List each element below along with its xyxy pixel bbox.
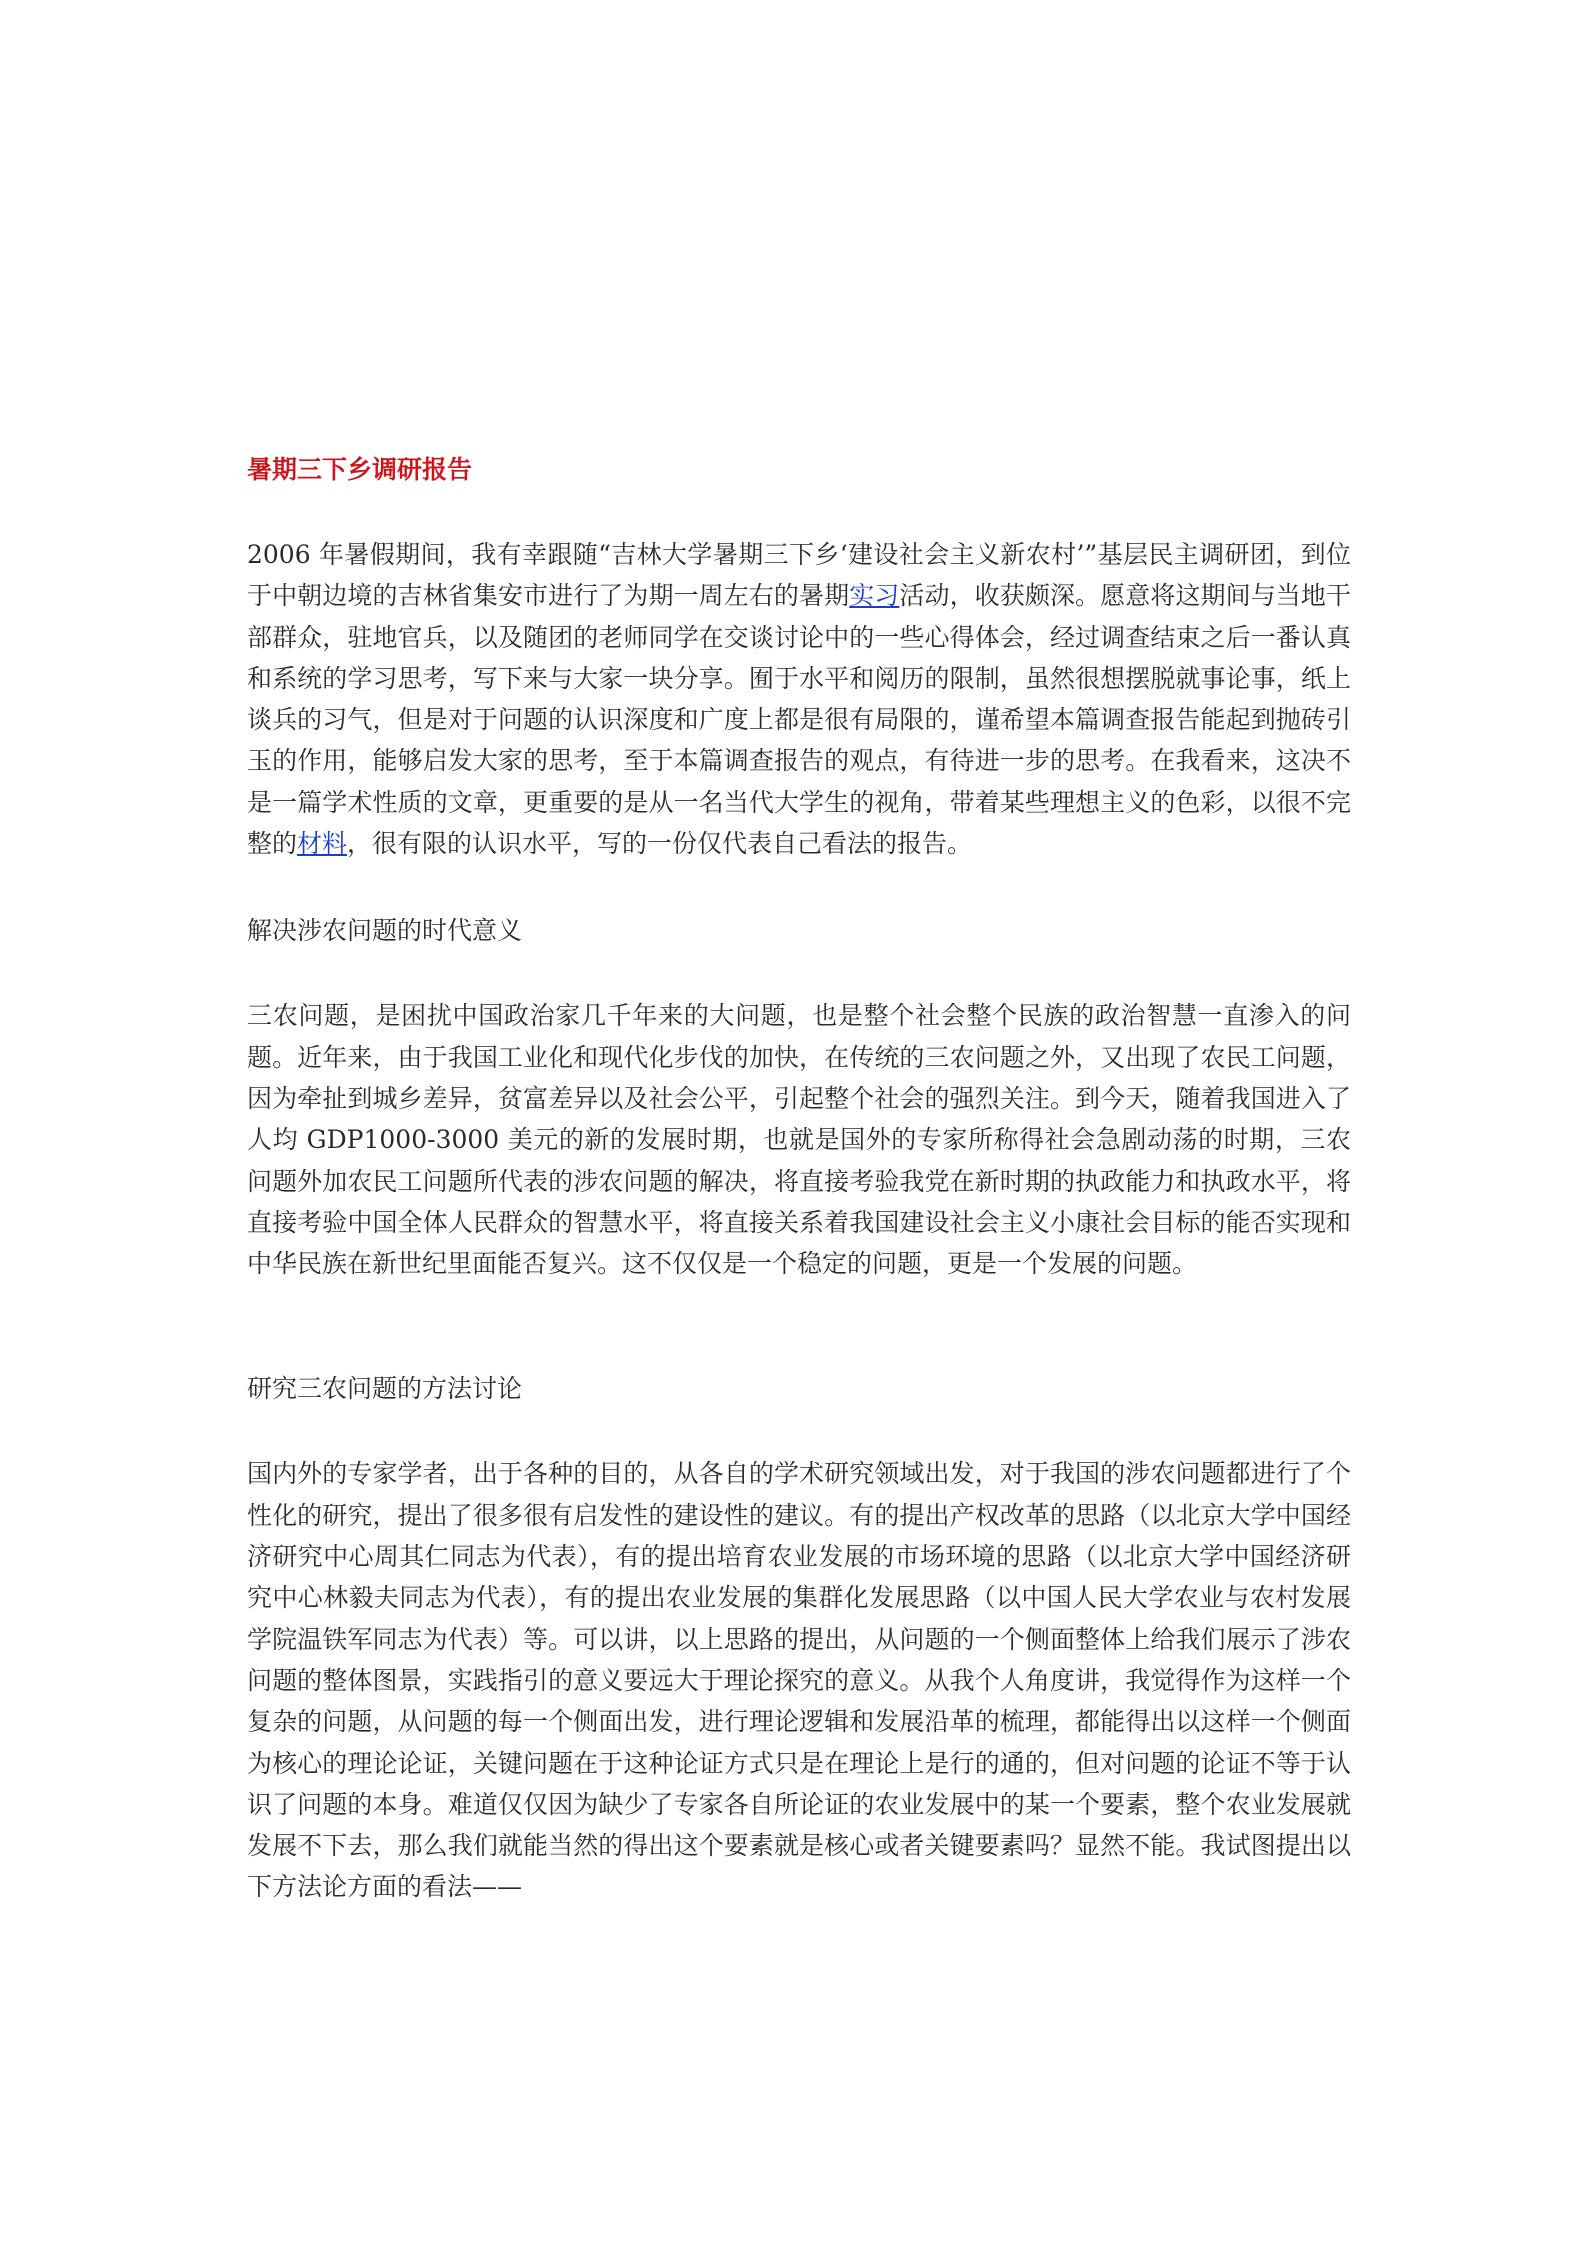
- section-paragraph-methodology: 国内外的专家学者，出于各种的目的，从各自的学术研究领域出发，对于我国的涉农问题都进行了个性化的研究，提出了很多很有启发性的建设性的建议。有的提出产权改革的思路（以北京大学中国经济研究中心周其仁同志为代表），有的提出培育农业发展的市场环境的思路（以北京大学中国经济研究中心林毅夫同志为代表），有的提出农业发展的集群化发展思路（以中国人民大学农业与农村发展学院温铁军同志为代表）等。可以讲，以上思路的提出，从问题的一个侧面整体上给我们展示了涉农问题的整体图景，实践指引的意义要远大于理论探究的意义。从我个人角度讲，我觉得作为这样一个复杂的问题，从问题的每一个侧面出发，进行理论逻辑和发展沿革的梳理，都能得出以这样一个侧面为核心的理论论证，关键问题在于这种论证方式只是在理论上是行的通的，但对问题的论证不等于认识了问题的本身。难道仅仅因为缺少了专家各自所论证的农业发展中的某一个要素，整个农业发展就发展不下去，那么我们就能当然的得出这个要素就是核心或者关键要素吗？显然不能。我试图提出以下方法论方面的看法——: [247, 1459, 1351, 1902]
- intro-text-part1: 2006 年暑假期间，我有幸跟随“吉林大学暑期三下乡‘建设社会主义新农村’”基层民主调研团，到位于中朝边境的吉林省集安市进行了为期一周左右的暑期: [247, 540, 1351, 611]
- section-paragraph-significance: 三农问题，是困扰中国政治家几千年来的大问题，也是整个社会整个民族的政治智慧一直渗入的问题。近年来，由于我国工业化和现代化步伐的加快，在传统的三农问题之外，又出现了农民工问题，因为牵扯到城乡差异，贫富差异以及社会公平，引起整个社会的强烈关注。到今天，随着我国进入了人均 GDP1000-3000 美元的新的发展时期，也就是国外的专家所称得社会急剧动荡的时期，三农问题外加农民工问题所代表的涉农问题的解决，将直接考验我党在新时期的执政能力和执政水平，将直接考验中国全体人民群众的智慧水平，将直接关系着我国建设社会主义小康社会目标的能否实现和中华民族在新世纪里面能否复兴。这不仅仅是一个稳定的问题，更是一个发展的问题。: [247, 1001, 1351, 1279]
- spacer: [247, 864, 1351, 910]
- section-heading-significance: 解决涉农问题的时代意义: [247, 916, 523, 946]
- intro-text-part2: 活动，收获颇深。愿意将这期间与当地干部群众，驻地官兵，以及随团的老师同学在交谈讨论中的一些心得体会，经过调查结束之后一番认真和系统的学习思考，写下来与大家一块分享。囿于水平和阅历的限制，虽然很想摆脱就事论事，纸上谈兵的习气，但是对于问题的认识深度和广度上都是很有局限的，谨希望本篇调查报告能起到抛砖引玉的作用，能够启发大家的思考，至于本篇调查报告的观点，有待进一步的思考。在我看来，这决不是一篇学术性质的文章，更重要的是从一名当代大学生的视角，带着某些理想主义的色彩，以很不完整的: [247, 581, 1351, 859]
- section-heading-methodology: 研究三农问题的方法讨论: [247, 1374, 523, 1404]
- intro-text-part3: ，很有限的认识水平，写的一份仅代表自己看法的报告。: [347, 829, 973, 859]
- intro-paragraph: [247, 534, 1351, 864]
- spacer: [247, 1284, 1351, 1368]
- document-body: [247, 448, 1351, 1908]
- materials-link[interactable]: 材料: [297, 829, 348, 859]
- spacer: [247, 1409, 1351, 1453]
- document-title: 暑期三下乡调研报告: [247, 455, 473, 484]
- spacer: [247, 951, 1351, 995]
- internship-link[interactable]: 实习: [849, 581, 900, 611]
